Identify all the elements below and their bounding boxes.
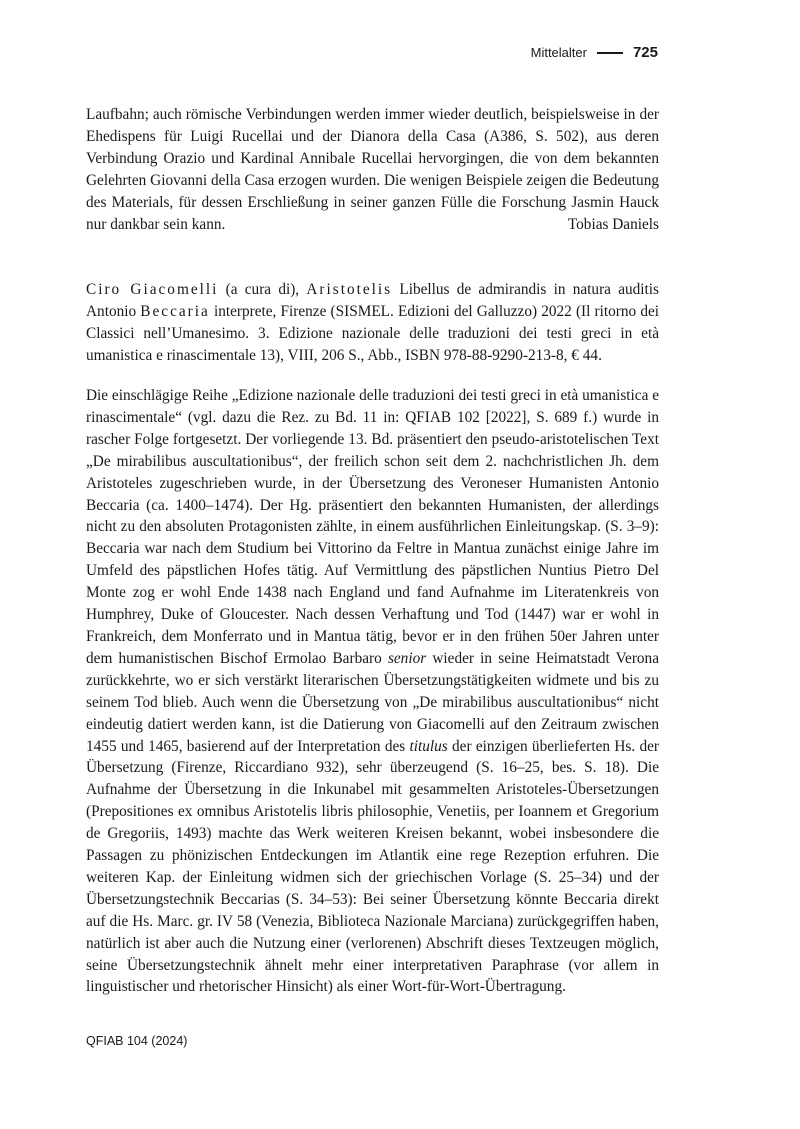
journal-footer: QFIAB 104 (2024): [86, 1034, 188, 1048]
reviewer-name: Tobias Daniels: [567, 215, 659, 233]
review-text-part2: wieder in seine Heimatstadt Verona zurückkehrte, wo er sich verstärkt literarischen Übersetzungstätigkeiten widmete und bis zu seinem Tod blieb. Auch wenn die Übersetzung von „De mirabilibus auscultationibus“ nicht eindeutig datiert werden kann, ist die Datierung von Giacomelli auf den Zeitraum zwischen 1455 und 1465, basierend auf der Interpretation des: [86, 649, 659, 755]
review-text-part3: der einzigen überlieferten Hs. der Übersetzung (Firenze, Riccardiano 932), sehr überzeugend (S. 16–25, bes. S. 18). Die Aufnahme der Übersetzung in die Inkunabel mit gesammelten Aristoteles-Übersetzungen (Prepositiones ex omnibus Aristotelis libris philosophie, Venetiis, per Ioannem et Gregorium de Gregoriis, 1493) machte das Werk weiteren Kreisen bekannt, wobei insbesondere die Passagen zu phönizischen Entdeckungen im Atlantik eine rege Rezeption erfuhren. Die weiteren Kap. der Einleitung widmen sich der griechischen Vorlage (S. 25–34) und der Übersetzungstechnik Beccarias (S. 34–53): Bei seiner Übersetzung könnte Beccaria direkt auf die Hs. Marc. gr. IV 58 (Venezia, Biblioteca Nazionale Marciana) zurückgegriffen haben, natürlich ist aber auch die Nutzung einer (verlorenen) Abschrift dieses Textzeugen möglich, seine Übersetzungstechnik ähnelt mehr einer interpretativen Paraphrase (vor allem in linguistischer und rhetorischer Hinsicht) als einer Wort-für-Wort-Übertragung.: [86, 737, 659, 996]
citation-title: Libellus de admirandis in natura auditis Antonio: [86, 281, 659, 320]
citation-editor: Ciro Giacomelli: [86, 281, 219, 298]
review-paragraph-end: [86, 104, 659, 235]
header-rule: [597, 52, 623, 54]
review-body: [86, 385, 659, 998]
review-emphasis-senior: senior: [387, 649, 427, 667]
review-text: Laufbahn; auch römische Verbindungen werden immer wieder deutlich, beispielsweise in der Ehedispens für Luigi Rucellai und der Dianora della Casa (A386, S. 502), aus deren Verbindung Orazio und Kardinal Annibale Rucellai hervorgingen, die von dem bekannten Gelehrten Giovanni della Casa erzogen wurden. Die wenigen Beispiele zeigen die Bedeutung des Materials, für dessen Erschließung in seiner ganzen Fülle die Forschung Jasmin Hauck nur dankbar sein kann.: [86, 106, 659, 233]
section-title: Mittelalter: [530, 45, 587, 60]
book-citation: [86, 279, 659, 367]
citation-author: Aristotelis: [306, 281, 393, 298]
citation-editor-role: (a cura di),: [218, 281, 307, 298]
running-head: [531, 44, 658, 61]
citation-details: interprete, Firenze (SISMEL. Edizioni del Galluzzo) 2022 (Il ritorno dei Classici nell’Umanesimo. 3. Edizione nazionale delle traduzioni dei testi greci in età umanistica e rinascimentale 13), VIII, 206 S., Abb., ISBN 978-88-9290-213-8, € 44.: [86, 302, 660, 364]
review-emphasis-titulus: titulus: [409, 737, 448, 755]
page-number: 725: [632, 44, 658, 61]
review-text-part1: Die einschlägige Reihe „Edizione nazionale delle traduzioni dei testi greci in età umanistica e rinascimentale“ (vgl. dazu die Rez. zu Bd. 11 in: QFIAB 102 [2022], S. 689 f.) wurde in rascher Folge fortgesetzt. Der vorliegende 13. Bd. präsentiert den pseudo-aristotelischen Text „De mirabilibus auscultationibus“, der freilich schon seit dem 2. nachchristlichen Jh. dem Aristoteles zugeschrieben wurde, in der Übersetzung des Veroneser Humanisten Antonio Beccaria (ca. 1400–1474). Der Hg. präsentiert den bekannten Humanisten, der allerdings nicht zu den absoluten Protagonisten zählte, in einem ausführlichen Einleitungskap. (S. 3–9): Beccaria war nach dem Studium bei Vittorino da Feltre in Mantua zunächst einige Jahre im Umfeld des päpstlichen Hofes tätig. Auf Vermittlung des päpstlichen Nuntius Pietro Del Monte zog er wohl Ende 1438 nach England und fand Aufnahme im Literatenkreis von Humphrey, Duke of Gloucester. Nach dessen Verhaftung und Tod (1447) war er wohl in Frankreich, dem Monferrato und in Mantua tätig, bevor er in den frühen 50er Jahren unter dem humanistischen Bischof Ermolao Barbaro: [86, 387, 659, 667]
citation-translator: Beccaria: [140, 302, 210, 320]
